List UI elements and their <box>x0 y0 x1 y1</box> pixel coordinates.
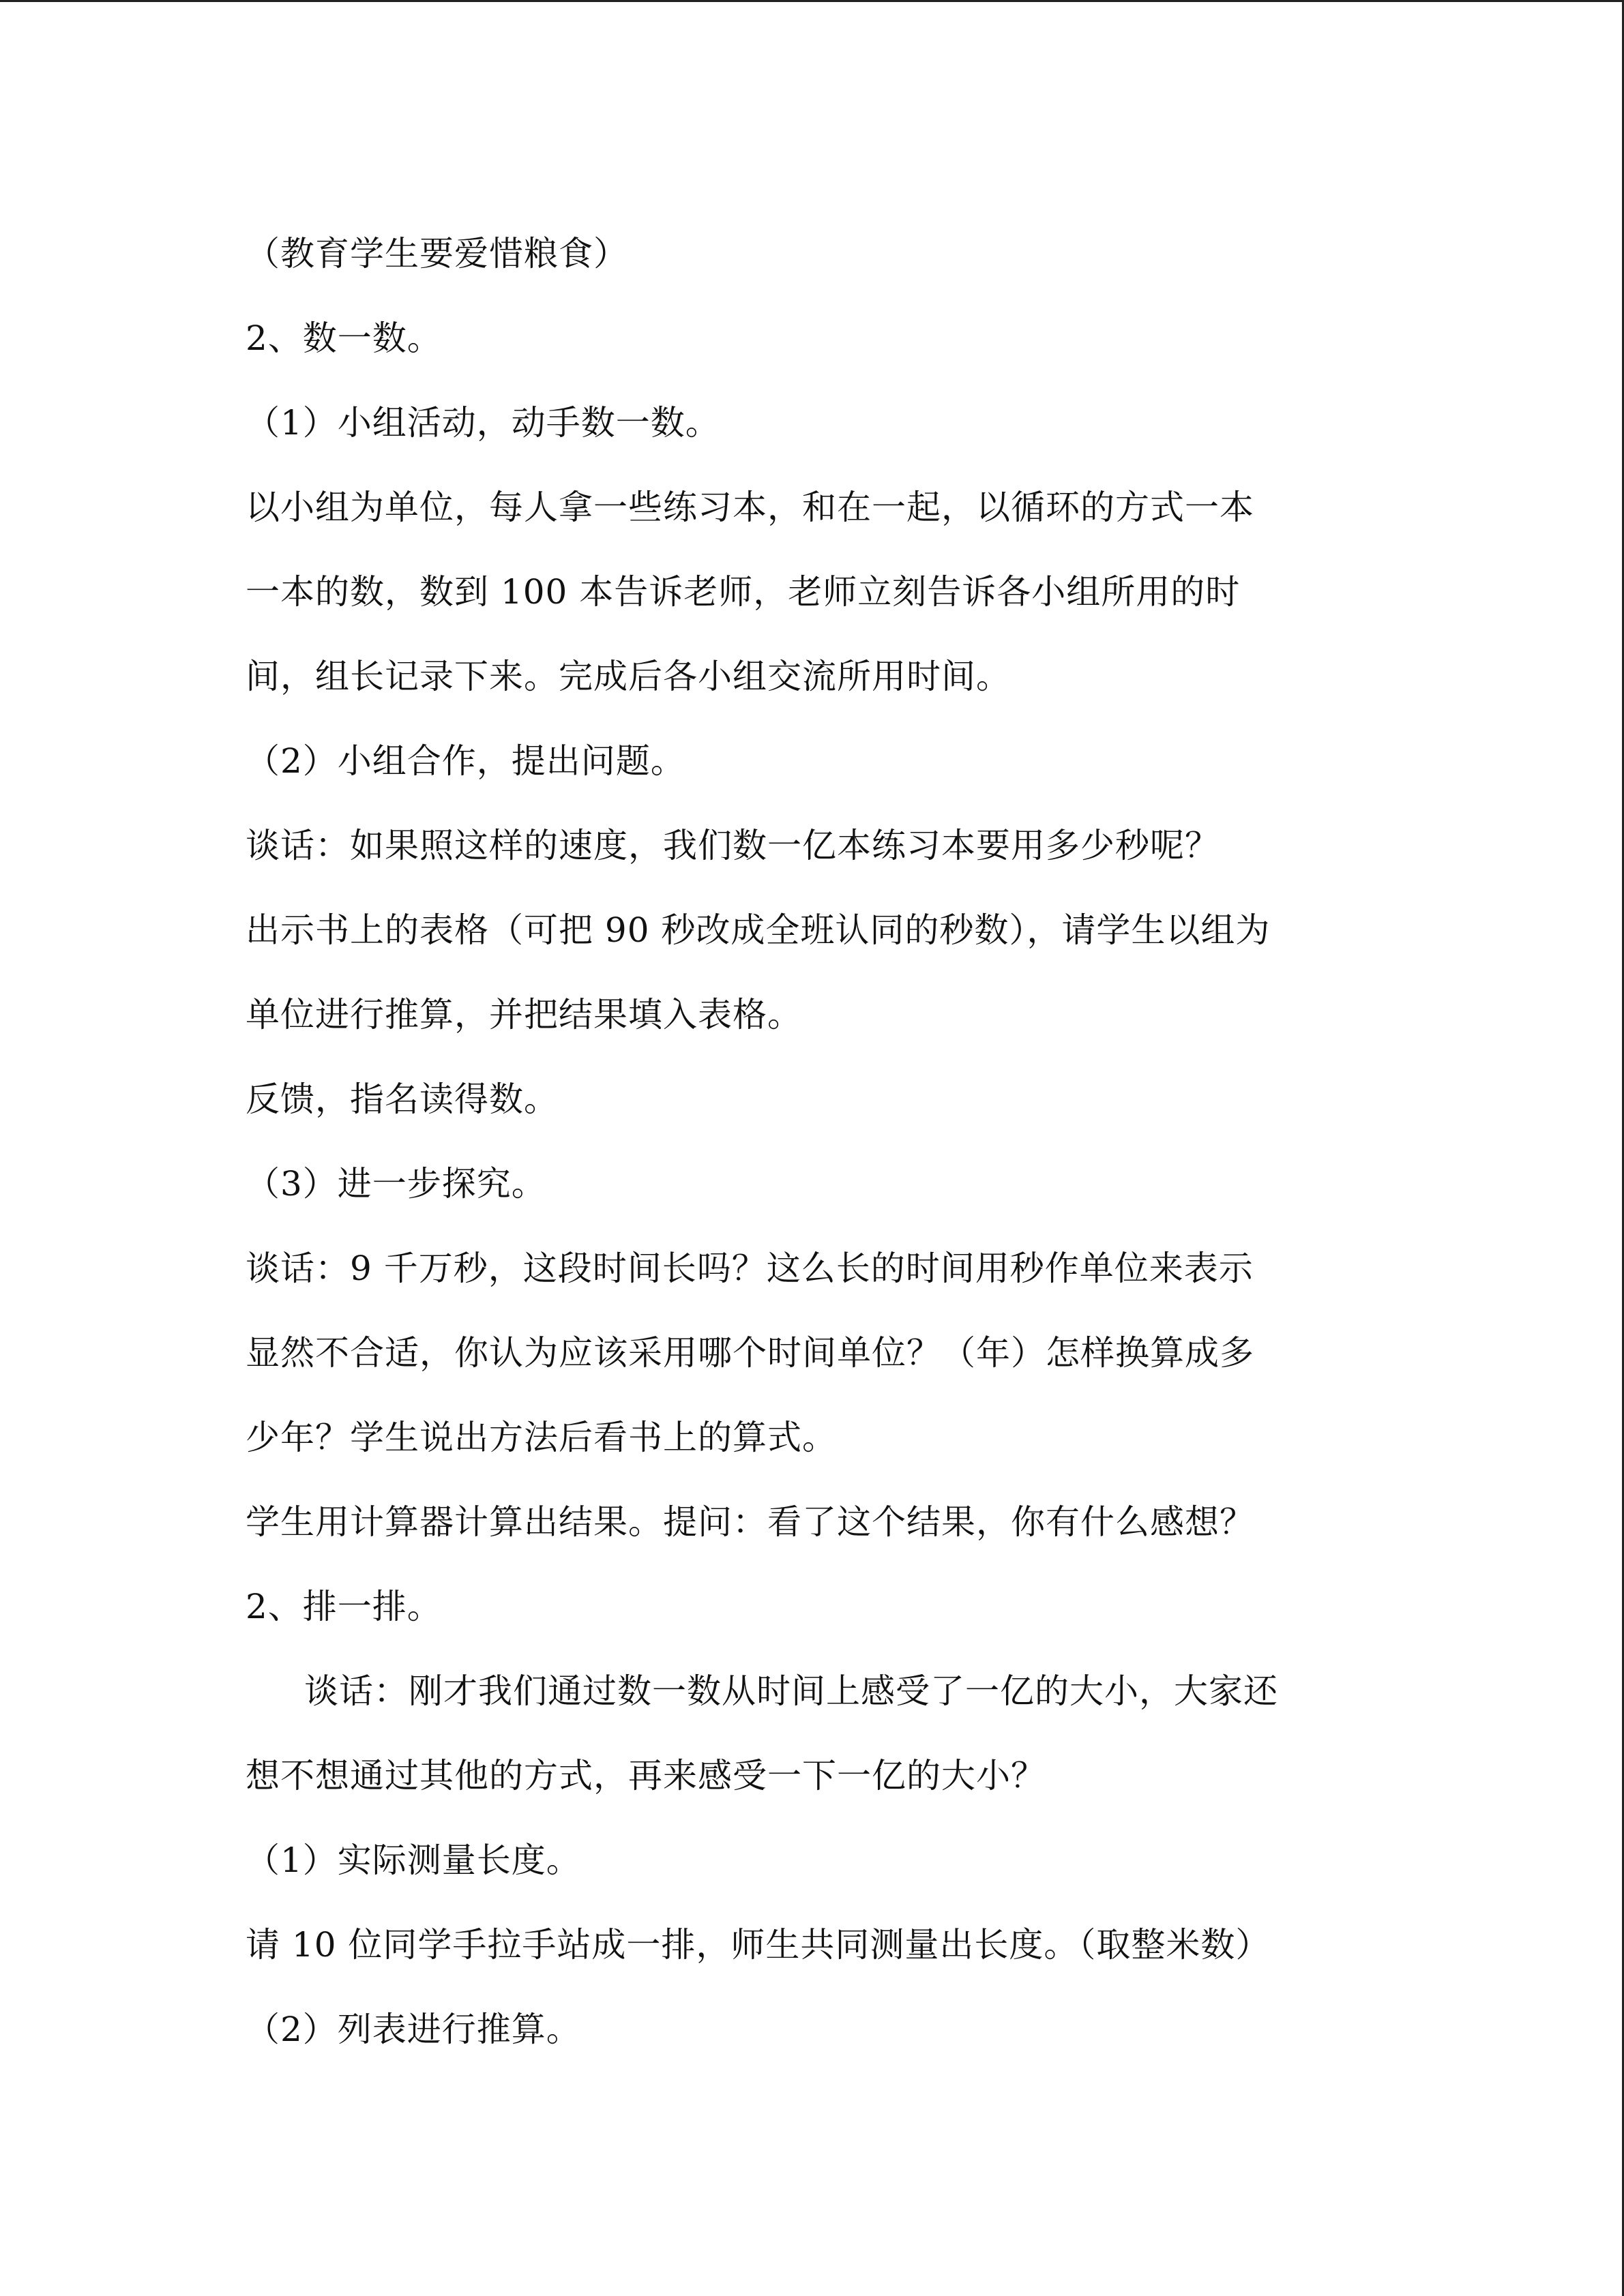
subsection-heading: （1）小组活动，动手数一数。 <box>246 403 720 443</box>
subsection-heading: （2）小组合作，提出问题。 <box>246 741 685 781</box>
paragraph-line: 一本的数，数到 100 本告诉老师，老师立刻告诉各小组所用的时 <box>246 572 1241 612</box>
paragraph-line: 谈话：如果照这样的速度，我们数一亿本练习本要用多少秒呢？ <box>246 826 1220 865</box>
paragraph-line: 出示书上的表格（可把 90 秒改成全班认同的秒数），请学生以组为 <box>246 910 1271 950</box>
paragraph-line: 想不想通过其他的方式，再来感受一下一亿的大小？ <box>246 1756 1046 1795</box>
top-border <box>0 0 1624 2</box>
paragraph-line: 请 10 位同学手拉手站成一排，师生共同测量出长度。（取整米数） <box>246 1925 1271 1965</box>
paragraph-line: 单位进行推算，并把结果填入表格。 <box>246 995 802 1034</box>
paragraph-line: 谈话：9 千万秒，这段时间长吗？这么长的时间用秒作单位来表示 <box>246 1249 1254 1288</box>
document-body <box>246 211 1405 2072</box>
paragraph-line: 少年？学生说出方法后看书上的算式。 <box>246 1418 837 1457</box>
section-heading: 2、排一排。 <box>246 1587 442 1626</box>
subsection-heading: （1）实际测量长度。 <box>246 1840 581 1880</box>
subsection-heading: （3）进一步探究。 <box>246 1164 546 1204</box>
section-heading: 2、数一数。 <box>246 318 442 358</box>
paragraph-line: （教育学生要爱惜粮食） <box>246 234 628 273</box>
paragraph-line: 学生用计算器计算出结果。提问：看了这个结果，你有什么感想？ <box>246 1502 1254 1542</box>
paragraph-line: 显然不合适，你认为应该采用哪个时间单位？（年）怎样换算成多 <box>246 1333 1254 1373</box>
paragraph-line: 以小组为单位，每人拿一些练习本，和在一起，以循环的方式一本 <box>246 488 1254 527</box>
paragraph-line: 间，组长记录下来。完成后各小组交流所用时间。 <box>246 657 1011 696</box>
paragraph-line: 谈话：刚才我们通过数一数从时间上感受了一亿的大小，大家还 <box>304 1671 1278 1711</box>
subsection-heading: （2）列表进行推算。 <box>246 2010 581 2049</box>
paragraph-line: 反馈，指名读得数。 <box>246 1079 559 1119</box>
